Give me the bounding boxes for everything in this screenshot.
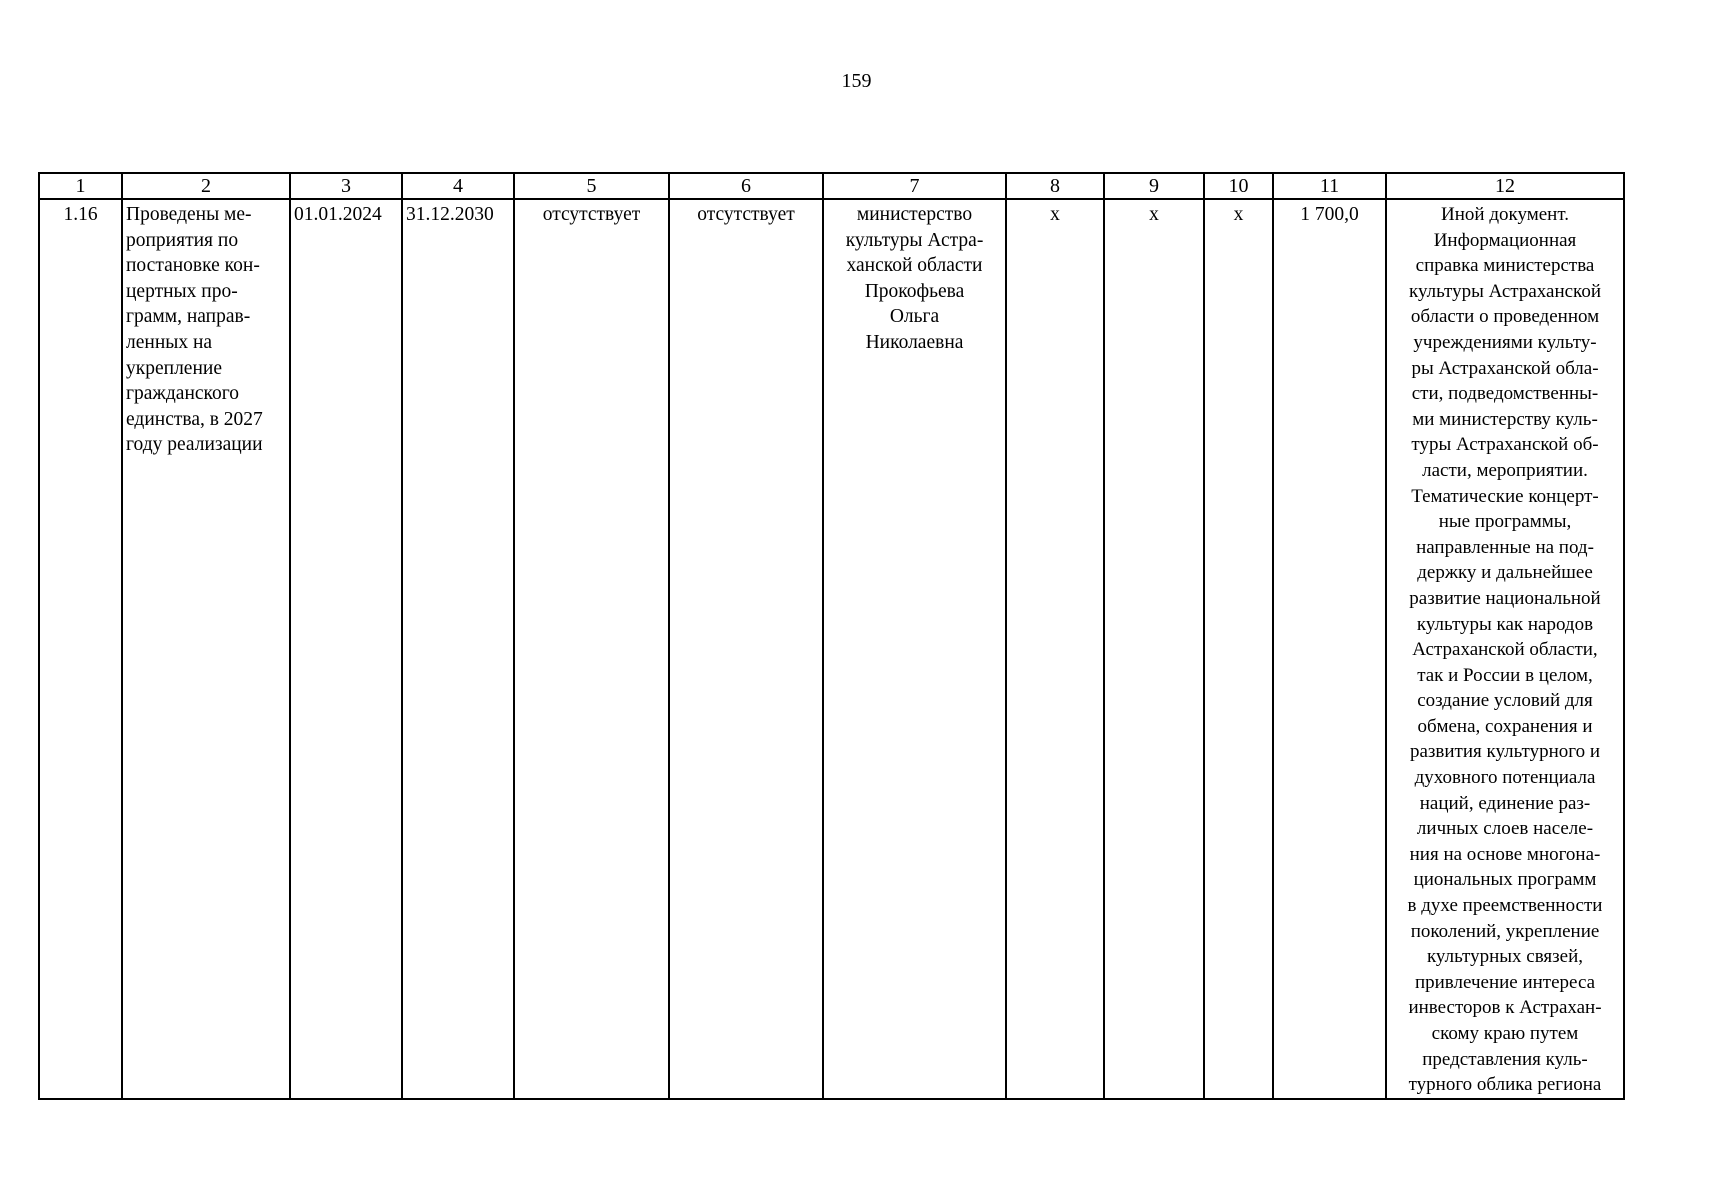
event-name-cell [122, 199, 290, 1099]
start-date: 01.01.2024 [290, 199, 402, 1099]
header-cell-9: 9 [1104, 173, 1204, 199]
document-line: Иной документ. [1441, 204, 1569, 225]
document-line: сти, подведомственны- [1411, 383, 1599, 405]
document-line: культурных связей, [1426, 946, 1584, 968]
header-cell-2: 2 [122, 173, 290, 199]
document-line: держку и дальнейшее [1417, 562, 1593, 584]
event-name-line: постановке кон- [126, 255, 260, 277]
document-line: ми министерству куль- [1412, 408, 1598, 430]
funding-amount: 1 700,0 [1273, 199, 1386, 1099]
header-cell-7: 7 [823, 173, 1006, 199]
document-cell [1386, 199, 1624, 1099]
responsible-cell [823, 199, 1006, 1099]
header-cell-12: 12 [1386, 173, 1624, 199]
document-line: создание условий для [1417, 690, 1593, 712]
responsible-line: культуры Астра- [845, 229, 984, 251]
responsible-line: Николаевна [865, 331, 964, 353]
responsible-line: Прокофьева [864, 280, 965, 302]
document-line: Тематические концерт- [1411, 485, 1599, 507]
document-line: наций, единение раз- [1419, 792, 1591, 814]
event-name-line: роприятия по [126, 229, 239, 251]
document-line: Астраханской области, [1412, 639, 1598, 661]
event-name-line: году реализации [126, 434, 263, 456]
responsible-line: Ольга [889, 306, 940, 328]
header-row [39, 173, 1624, 199]
header-cell-8: 8 [1006, 173, 1104, 199]
event-name-line: укрепление [126, 357, 222, 379]
event-name-line: ленных на [126, 331, 213, 353]
document-line: ные программы, [1438, 511, 1572, 533]
event-name-line: грамм, направ- [126, 306, 251, 328]
responsible-line: министерство [856, 204, 973, 225]
header-cell-11: 11 [1273, 173, 1386, 199]
document-line: привлечение интереса [1414, 971, 1596, 993]
document-line: ры Астраханской обла- [1411, 357, 1599, 379]
document-table [38, 172, 1625, 1100]
document-line: ласти, мероприятии. [1422, 459, 1588, 481]
document-line: Информационная [1433, 229, 1577, 251]
document-line: развития культурного и [1409, 741, 1601, 763]
document-line: ния на основе многона- [1409, 843, 1601, 865]
responsible-line: ханской области [846, 255, 983, 277]
document-line: представления куль- [1422, 1048, 1588, 1070]
document-line: так и России в целом, [1417, 664, 1593, 686]
header-cell-10: 10 [1204, 173, 1273, 199]
header-cell-5: 5 [514, 173, 669, 199]
document-line: туры Астраханской об- [1411, 434, 1599, 456]
document-line: развитие национальной [1409, 587, 1601, 609]
document-line: направленные на под- [1416, 536, 1594, 558]
document-line: скому краю путем [1431, 1023, 1579, 1044]
header-cell-3: 3 [290, 173, 402, 199]
header-cell-1: 1 [39, 173, 122, 199]
column-8-value: х [1006, 199, 1104, 1099]
document-line: культуры Астраханской [1409, 280, 1601, 302]
document-line: инвесторов к Астрахан- [1408, 997, 1602, 1019]
event-name-line: Проведены ме- [126, 204, 252, 225]
row-number: 1.16 [39, 199, 122, 1099]
page-number: 159 [841, 70, 872, 92]
document-line: духовного потенциала [1414, 767, 1596, 789]
table-row [39, 199, 1624, 1099]
column-9-value: х [1104, 199, 1204, 1099]
document-line: поколений, укрепление [1410, 920, 1600, 942]
document-line: культуры как народов [1416, 613, 1594, 635]
event-name-line: цертных про- [126, 280, 238, 302]
column-10-value: х [1204, 199, 1273, 1099]
header-cell-4: 4 [402, 173, 514, 199]
document-line: учреждениями культу- [1413, 331, 1597, 353]
end-date: 31.12.2030 [402, 199, 514, 1099]
column-5-value: отсутствует [514, 199, 669, 1099]
document-line: обмена, сохранения и [1417, 715, 1593, 737]
column-6-value: отсутствует [669, 199, 823, 1099]
document-line: в духе преемственности [1407, 895, 1603, 917]
document-line: турного облика региона [1408, 1074, 1602, 1096]
document-line: области о проведенном [1410, 306, 1600, 328]
event-name-line: единства, в 2027 [126, 408, 263, 430]
document-line: справка министерства [1415, 255, 1595, 277]
header-cell-6: 6 [669, 173, 823, 199]
document-line: личных слоев населе- [1416, 818, 1594, 840]
document-line: циональных программ [1413, 869, 1597, 891]
event-name-line: гражданского [126, 383, 240, 405]
